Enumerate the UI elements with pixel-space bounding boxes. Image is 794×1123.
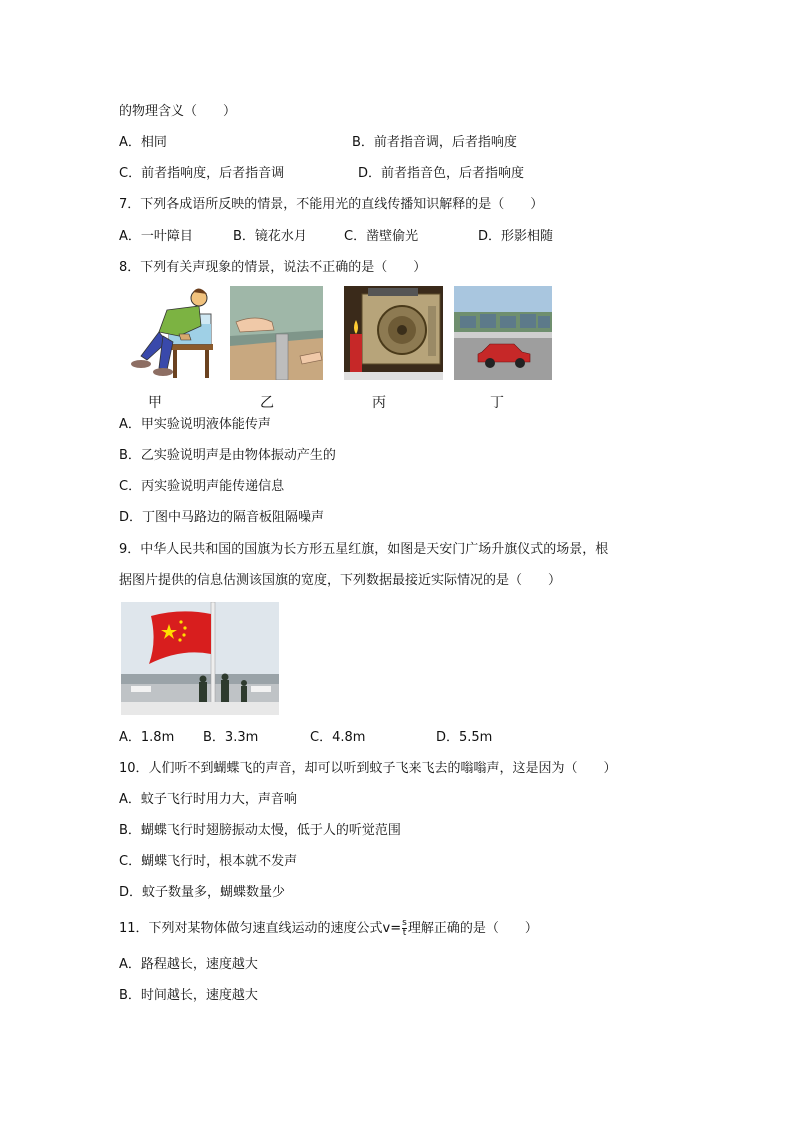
- q7-option-c: C．凿壁偷光: [344, 229, 419, 244]
- q7-option-b: B．镜花水月: [233, 229, 307, 244]
- q8-stem: 8．下列有关声现象的情景，说法不正确的是（ ）: [119, 260, 427, 275]
- figure-caption-ding: 丁: [490, 395, 504, 411]
- q9-option-b: B．3.3m: [203, 730, 259, 745]
- q11-formula-fraction: [402, 919, 407, 938]
- q9-option-a: A．1.8m: [119, 730, 175, 745]
- q11-stem: [119, 919, 538, 938]
- figure-caption-jia: 甲: [148, 395, 162, 411]
- figure-jia-water-tank: [119, 286, 215, 380]
- q11-formula-denominator: t: [402, 928, 407, 938]
- q6-option-d: D．前者指音色，后者指响度: [358, 166, 525, 181]
- q7-option-d: D．形影相随: [478, 229, 554, 244]
- q10-option-d: D．蚊子数量多，蝴蝶数量少: [119, 885, 286, 900]
- q11-option-a: A．路程越长，速度越大: [119, 957, 258, 972]
- q8-option-c: C．丙实验说明声能传递信息: [119, 479, 285, 494]
- q6-option-c: C．前者指响度，后者指音调: [119, 166, 285, 181]
- q10-option-b: B．蝴蝶飞行时翅膀振动太慢，低于人的听觉范围: [119, 823, 401, 838]
- q11-stem-after: 理解正确的是（ ）: [407, 921, 538, 936]
- q6-stem-tail: 的物理含义（ ）: [119, 104, 237, 119]
- q8-option-a: A．甲实验说明液体能传声: [119, 417, 271, 432]
- figure-flag-raising: [121, 602, 279, 715]
- figure-caption-bing: 丙: [372, 395, 386, 411]
- q10-option-a: A．蚊子飞行时用力大，声音响: [119, 792, 297, 807]
- q11-stem-before: 11．下列对某物体做匀速直线运动的速度公式: [119, 921, 383, 936]
- q11-formula-lhs: v=: [382, 921, 402, 936]
- q11-option-b: B．时间越长，速度越大: [119, 988, 258, 1003]
- q9-stem-line2: 据图片提供的信息估测该国旗的宽度，下列数据最接近实际情况的是（ ）: [119, 573, 562, 588]
- q10-option-c: C．蝴蝶飞行时，根本就不发声: [119, 854, 298, 869]
- q6-option-b: B．前者指音调，后者指响度: [352, 135, 517, 150]
- figure-caption-yi: 乙: [260, 395, 274, 411]
- figure-yi-ruler-vibration: [230, 286, 323, 380]
- q8-option-b: B．乙实验说明声是由物体振动产生的: [119, 448, 336, 463]
- q10-stem: 10．人们听不到蝴蝶飞的声音，却可以听到蚊子飞来飞去的嗡嗡声，这是因为（ ）: [119, 761, 617, 776]
- figure-bing-speaker-candle: [344, 286, 443, 380]
- figure-ding-sound-barrier: [454, 286, 552, 380]
- q9-stem-line1: 9．中华人民共和国的国旗为长方形五星红旗，如图是天安门广场升旗仪式的场景，根: [119, 542, 609, 557]
- q7-option-a: A．一叶障目: [119, 229, 193, 244]
- q9-option-c: C．4.8m: [310, 730, 366, 745]
- q6-option-a: A．相同: [119, 135, 167, 150]
- q7-stem: 7．下列各成语所反映的情景，不能用光的直线传播知识解释的是（ ）: [119, 197, 544, 212]
- q9-option-d: D．5.5m: [436, 730, 493, 745]
- q8-option-d: D．丁图中马路边的隔音板阻隔噪声: [119, 510, 325, 525]
- q11-formula-numerator: s: [402, 918, 407, 928]
